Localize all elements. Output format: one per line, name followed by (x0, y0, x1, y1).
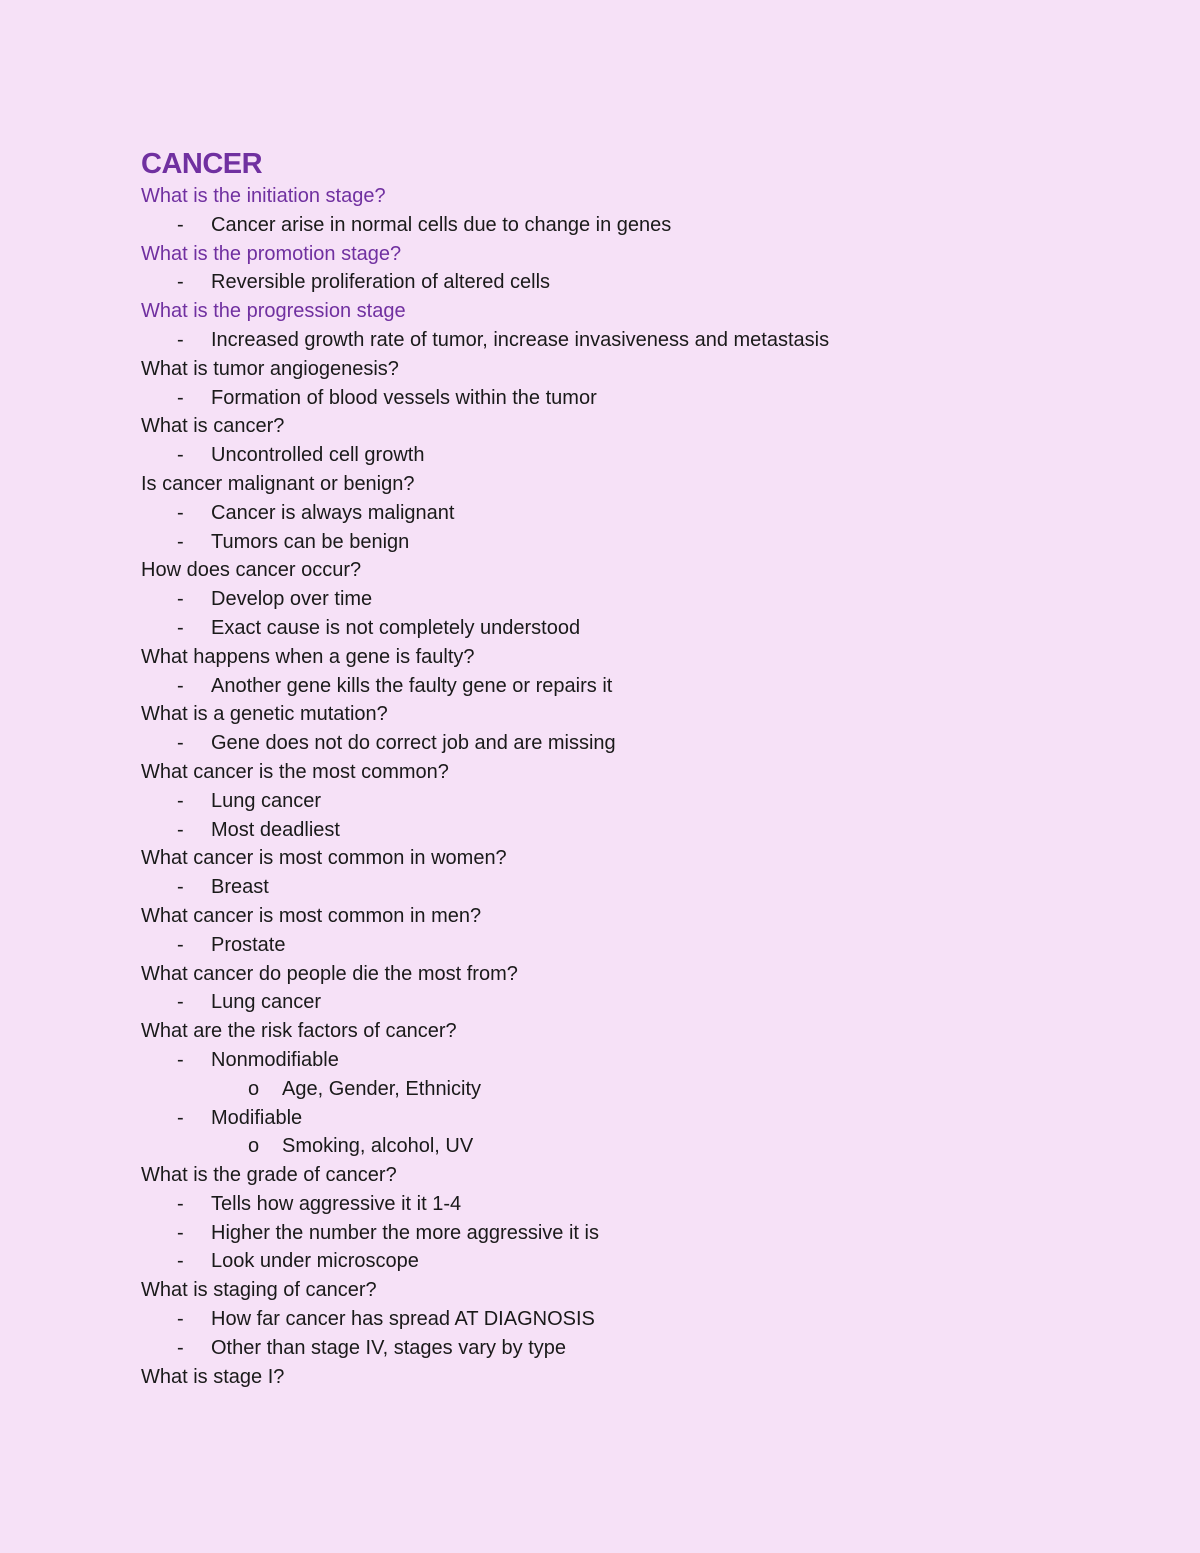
dash-bullet-marker: - (177, 991, 184, 1014)
answer-bullet (141, 816, 1101, 845)
answer-text: Modifiable (211, 1106, 303, 1129)
answer-bullet (141, 499, 1101, 528)
dash-bullet-marker: - (177, 444, 184, 467)
dash-bullet-marker: - (177, 530, 184, 553)
answer-text: Prostate (211, 933, 286, 956)
answer-bullet (141, 1046, 1101, 1075)
sub-bullet (141, 1075, 1101, 1104)
answer-text: Most deadliest (211, 818, 340, 841)
answer-bullet (141, 384, 1101, 413)
answer-text: Uncontrolled cell growth (211, 444, 425, 467)
answer-text: Another gene kills the faulty gene or repairs it (211, 674, 613, 697)
answer-bullet (141, 528, 1101, 557)
dash-bullet-marker: - (177, 328, 184, 351)
answer-bullet (141, 441, 1101, 470)
answer-bullet (141, 268, 1101, 297)
answer-bullet (141, 1247, 1101, 1276)
answer-text: Formation of blood vessels within the tumor (211, 386, 597, 409)
dash-bullet-marker: - (177, 501, 184, 524)
answer-bullet (141, 787, 1101, 816)
dash-bullet-marker: - (177, 1336, 184, 1359)
question-line: What is the grade of cancer? (141, 1164, 397, 1187)
document-title: CANCER (141, 148, 263, 180)
answer-bullet (141, 672, 1101, 701)
answer-text: Breast (211, 876, 269, 899)
answer-text: Develop over time (211, 588, 373, 611)
answer-text: Reversible proliferation of altered cells (211, 271, 551, 294)
dash-bullet-marker: - (177, 933, 184, 956)
question-line: What is cancer? (141, 415, 285, 438)
answer-text: Higher the number the more aggressive it is (211, 1221, 599, 1244)
dash-bullet-marker: - (177, 818, 184, 841)
answer-bullet (141, 211, 1101, 240)
answer-bullet (141, 729, 1101, 758)
answer-bullet (141, 1219, 1101, 1248)
question-line: What cancer is the most common? (141, 760, 449, 783)
dash-bullet-marker: - (177, 732, 184, 755)
dash-bullet-marker: - (177, 386, 184, 409)
answer-text: Nonmodifiable (211, 1048, 339, 1071)
dash-bullet-marker: - (177, 616, 184, 639)
answer-bullet (141, 614, 1101, 643)
question-line: What cancer is most common in women? (141, 847, 507, 870)
dash-bullet-marker: - (177, 1192, 184, 1215)
sub-bullet-text: Smoking, alcohol, UV (282, 1135, 474, 1158)
answer-bullet (141, 931, 1101, 960)
circle-bullet-marker: o (248, 1135, 260, 1158)
answer-text: Gene does not do correct job and are missing (211, 732, 616, 755)
answer-text: Tumors can be benign (211, 530, 410, 553)
dash-bullet-marker: - (177, 213, 184, 236)
dash-bullet-marker: - (177, 588, 184, 611)
answer-bullet (141, 326, 1101, 355)
answer-text: Exact cause is not completely understood (211, 616, 581, 639)
question-line: What is the promotion stage? (141, 242, 402, 265)
answer-bullet (141, 988, 1101, 1017)
dash-bullet-marker: - (177, 876, 184, 899)
dash-bullet-marker: - (177, 1221, 184, 1244)
answer-text: Tells how aggressive it it 1-4 (211, 1192, 462, 1215)
answer-bullet (141, 1334, 1101, 1363)
question-line: What happens when a gene is faulty? (141, 645, 475, 668)
dash-bullet-marker: - (177, 271, 184, 294)
question-line: How does cancer occur? (141, 559, 362, 582)
question-line: What cancer is most common in men? (141, 904, 482, 927)
answer-text: Lung cancer (211, 991, 322, 1014)
question-line: What is staging of cancer? (141, 1279, 377, 1302)
question-line: What cancer do people die the most from? (141, 962, 518, 985)
answer-text: Other than stage IV, stages vary by type (211, 1336, 567, 1359)
dash-bullet-marker: - (177, 1048, 184, 1071)
dash-bullet-marker: - (177, 1250, 184, 1273)
question-line: What is the initiation stage? (141, 185, 386, 207)
question-line: What is a genetic mutation? (141, 703, 388, 726)
qa-list (141, 182, 1101, 1391)
question-line: What is stage I? (141, 1365, 285, 1388)
question-line: What is tumor angiogenesis? (141, 357, 399, 380)
dash-bullet-marker: - (177, 1308, 184, 1331)
document-body (141, 146, 1101, 1391)
circle-bullet-marker: o (248, 1077, 260, 1100)
answer-bullet (141, 873, 1101, 902)
dash-bullet-marker: - (177, 1106, 184, 1129)
question-line: What is the progression stage (141, 300, 406, 323)
answer-text: Cancer is always malignant (211, 501, 455, 524)
answer-bullet (141, 1104, 1101, 1133)
dash-bullet-marker: - (177, 789, 184, 812)
answer-text: Increased growth rate of tumor, increase invasiveness and metastasis (211, 328, 830, 351)
question-line: What are the risk factors of cancer? (141, 1020, 457, 1043)
answer-text: How far cancer has spread AT DIAGNOSIS (211, 1308, 595, 1331)
sub-bullet-text: Age, Gender, Ethnicity (282, 1077, 482, 1100)
answer-text: Lung cancer (211, 789, 322, 812)
answer-text: Cancer arise in normal cells due to change in genes (211, 213, 672, 236)
answer-bullet (141, 585, 1101, 614)
answer-bullet (141, 1190, 1101, 1219)
sub-bullet (141, 1132, 1101, 1161)
question-line: Is cancer malignant or benign? (141, 472, 415, 495)
dash-bullet-marker: - (177, 674, 184, 697)
answer-bullet (141, 1305, 1101, 1334)
answer-text: Look under microscope (211, 1250, 419, 1273)
